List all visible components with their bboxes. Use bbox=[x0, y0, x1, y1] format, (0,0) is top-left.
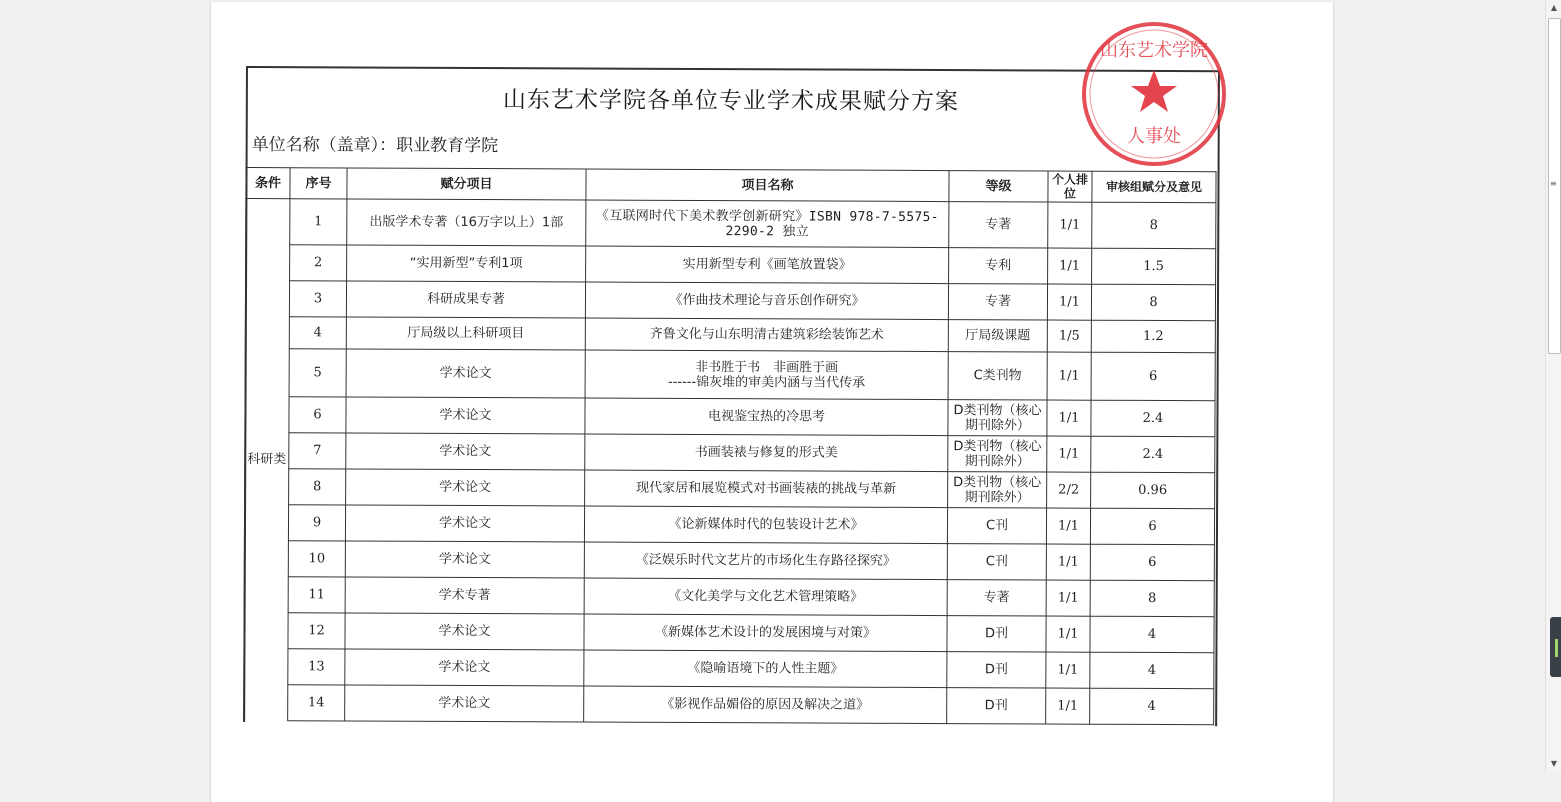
row-project-name: 《互联网时代下美术教学创新研究》ISBN 978-7-5575-2290-2 独立 bbox=[586, 200, 949, 248]
table-row bbox=[244, 576, 1214, 616]
table-row bbox=[244, 612, 1214, 652]
row-item: “实用新型”专利1项 bbox=[347, 245, 586, 282]
row-no: 1 bbox=[290, 199, 347, 245]
header-condition: 条件 bbox=[246, 168, 290, 199]
row-level: 专利 bbox=[949, 248, 1048, 284]
row-project-name: 书画装裱与修复的形式美 bbox=[585, 434, 948, 472]
header-item: 赋分项目 bbox=[347, 168, 586, 200]
row-no: 5 bbox=[289, 349, 346, 397]
row-item: 学术论文 bbox=[346, 469, 585, 506]
row-no: 12 bbox=[288, 613, 345, 649]
arrow-up-icon[interactable]: ▲ bbox=[1550, 3, 1558, 12]
signal-icon bbox=[1555, 639, 1558, 657]
row-project-name: 齐鲁文化与山东明清古建筑彩绘装饰艺术 bbox=[585, 318, 948, 352]
table-row bbox=[244, 540, 1214, 580]
scanned-document bbox=[243, 66, 1218, 740]
row-score: 4 bbox=[1090, 688, 1214, 725]
side-tool-tab[interactable] bbox=[1550, 617, 1561, 677]
row-rank: 2/2 bbox=[1047, 472, 1091, 508]
row-project-name: 《隐喻语境下的人性主题》 bbox=[584, 650, 947, 688]
row-level: 专著 bbox=[947, 580, 1046, 616]
unit-label: 单位名称（盖章）：职业教育学院 bbox=[251, 135, 499, 157]
grip-icon: ≡ bbox=[1550, 179, 1557, 188]
row-item: 学术论文 bbox=[346, 433, 585, 470]
row-project-name: 《论新媒体时代的包装设计艺术》 bbox=[584, 506, 947, 544]
row-item: 学术论文 bbox=[345, 541, 584, 578]
row-level: 专著 bbox=[949, 202, 1048, 248]
row-rank: 1/1 bbox=[1047, 284, 1091, 320]
row-rank: 1/1 bbox=[1048, 248, 1092, 284]
official-seal bbox=[1080, 20, 1228, 168]
row-score: 6 bbox=[1091, 352, 1215, 401]
row-rank: 1/1 bbox=[1046, 688, 1090, 724]
row-project-name-line2: ------锦灰堆的审美内涵与当代传承 bbox=[668, 374, 866, 391]
row-score: 2.4 bbox=[1091, 400, 1215, 437]
row-score: 1.5 bbox=[1092, 248, 1216, 285]
row-level: 专著 bbox=[948, 284, 1047, 320]
table-row bbox=[245, 468, 1215, 508]
row-level: C刊 bbox=[947, 508, 1046, 544]
row-rank: 1/5 bbox=[1047, 320, 1091, 352]
row-project-name: 现代家居和展览模式对书画装裱的挑战与革新 bbox=[585, 470, 948, 508]
row-level: D刊 bbox=[947, 652, 1046, 688]
row-rank: 1/1 bbox=[1047, 400, 1091, 436]
row-no: 8 bbox=[289, 469, 346, 505]
row-project-name: 实用新型专利《画笔放置袋》 bbox=[586, 246, 949, 284]
table-row bbox=[245, 432, 1215, 472]
row-rank: 1/1 bbox=[1046, 580, 1090, 616]
row-item: 学术论文 bbox=[345, 505, 584, 542]
table-row bbox=[245, 396, 1215, 436]
row-no: 13 bbox=[288, 649, 345, 685]
row-item: 科研成果专著 bbox=[346, 281, 585, 318]
row-level: C刊 bbox=[947, 544, 1046, 580]
row-rank: 1/1 bbox=[1047, 352, 1091, 400]
svg-text:人事处: 人事处 bbox=[1127, 126, 1181, 147]
row-project-name: 《文化美学与文化艺术管理策略》 bbox=[584, 578, 947, 616]
row-project-name: 《作曲技术理论与音乐创作研究》 bbox=[585, 282, 948, 320]
row-project-name-line1: 非书胜于书 非画胜于画 bbox=[695, 359, 839, 376]
row-score: 8 bbox=[1090, 580, 1214, 617]
table-row bbox=[244, 684, 1214, 724]
row-no: 7 bbox=[289, 433, 346, 469]
category-cell: 科研类 bbox=[244, 199, 290, 721]
table-row bbox=[246, 199, 1216, 249]
row-no: 6 bbox=[289, 397, 346, 433]
row-item: 学术论文 bbox=[345, 685, 584, 722]
header-rank: 个人排位 bbox=[1048, 171, 1092, 202]
row-project-name: 《影视作品媚俗的原因及解决之道》 bbox=[584, 686, 947, 724]
row-item: 学术论文 bbox=[345, 613, 584, 650]
row-level: D刊 bbox=[947, 688, 1046, 724]
row-item: 厅局级以上科研项目 bbox=[346, 317, 585, 350]
row-rank: 1/1 bbox=[1046, 508, 1090, 544]
header-project-name: 项目名称 bbox=[586, 169, 949, 202]
row-level: D类刊物（核心期刊除外） bbox=[948, 400, 1047, 436]
svg-text:山东艺术学院: 山东艺术学院 bbox=[1100, 40, 1208, 61]
row-item: 学术论文 bbox=[346, 397, 585, 434]
row-no: 3 bbox=[289, 281, 346, 317]
row-project-name bbox=[585, 350, 948, 400]
row-item: 学术论文 bbox=[346, 349, 585, 398]
row-no: 11 bbox=[288, 577, 345, 613]
row-rank: 1/1 bbox=[1046, 544, 1090, 580]
arrow-down-icon[interactable]: ▼ bbox=[1550, 759, 1558, 768]
row-level: D刊 bbox=[947, 616, 1046, 652]
row-rank: 1/1 bbox=[1047, 436, 1091, 472]
row-score: 4 bbox=[1090, 616, 1214, 653]
row-no: 4 bbox=[289, 317, 346, 349]
row-rank: 1/1 bbox=[1048, 202, 1092, 248]
row-no: 9 bbox=[288, 505, 345, 541]
row-score: 2.4 bbox=[1091, 436, 1215, 473]
table-header-row bbox=[246, 168, 1216, 203]
row-project-name: 电视鉴宝热的冷思考 bbox=[585, 398, 948, 436]
header-level: 等级 bbox=[949, 171, 1048, 202]
row-level: C类刊物 bbox=[948, 352, 1047, 400]
row-item: 学术论文 bbox=[345, 649, 584, 686]
table-row bbox=[246, 245, 1216, 285]
row-score: 6 bbox=[1090, 508, 1214, 545]
table-row bbox=[245, 281, 1215, 321]
row-item: 学术专著 bbox=[345, 577, 584, 614]
row-score: 4 bbox=[1090, 652, 1214, 689]
row-score: 8 bbox=[1091, 284, 1215, 321]
row-level: 厅局级课题 bbox=[948, 320, 1047, 352]
page-title: 山东艺术学院各单位专业学术成果赋分方案 bbox=[502, 87, 959, 116]
header-score: 审核组赋分及意见 bbox=[1092, 171, 1216, 203]
row-score: 0.96 bbox=[1091, 472, 1215, 509]
table-row bbox=[245, 316, 1215, 352]
table-row bbox=[245, 348, 1215, 400]
row-project-name: 《新媒体艺术设计的发展困境与对策》 bbox=[584, 614, 947, 652]
score-table bbox=[243, 167, 1216, 725]
row-score: 1.2 bbox=[1091, 320, 1215, 353]
table-row bbox=[244, 648, 1214, 688]
row-no: 2 bbox=[290, 245, 347, 281]
row-rank: 1/1 bbox=[1046, 652, 1090, 688]
row-level: D类刊物（核心期刊除外） bbox=[948, 472, 1047, 508]
row-no: 10 bbox=[288, 541, 345, 577]
table-row bbox=[244, 504, 1214, 544]
row-score: 8 bbox=[1092, 202, 1216, 249]
row-no: 14 bbox=[288, 685, 345, 721]
row-project-name: 《泛娱乐时代文艺片的市场化生存路径探究》 bbox=[584, 542, 947, 580]
row-rank: 1/1 bbox=[1046, 616, 1090, 652]
row-item: 出版学术专著（16万字以上）1部 bbox=[347, 199, 586, 246]
header-no: 序号 bbox=[290, 168, 347, 199]
row-level: D类刊物（核心期刊除外） bbox=[948, 436, 1047, 472]
row-score: 6 bbox=[1090, 544, 1214, 581]
